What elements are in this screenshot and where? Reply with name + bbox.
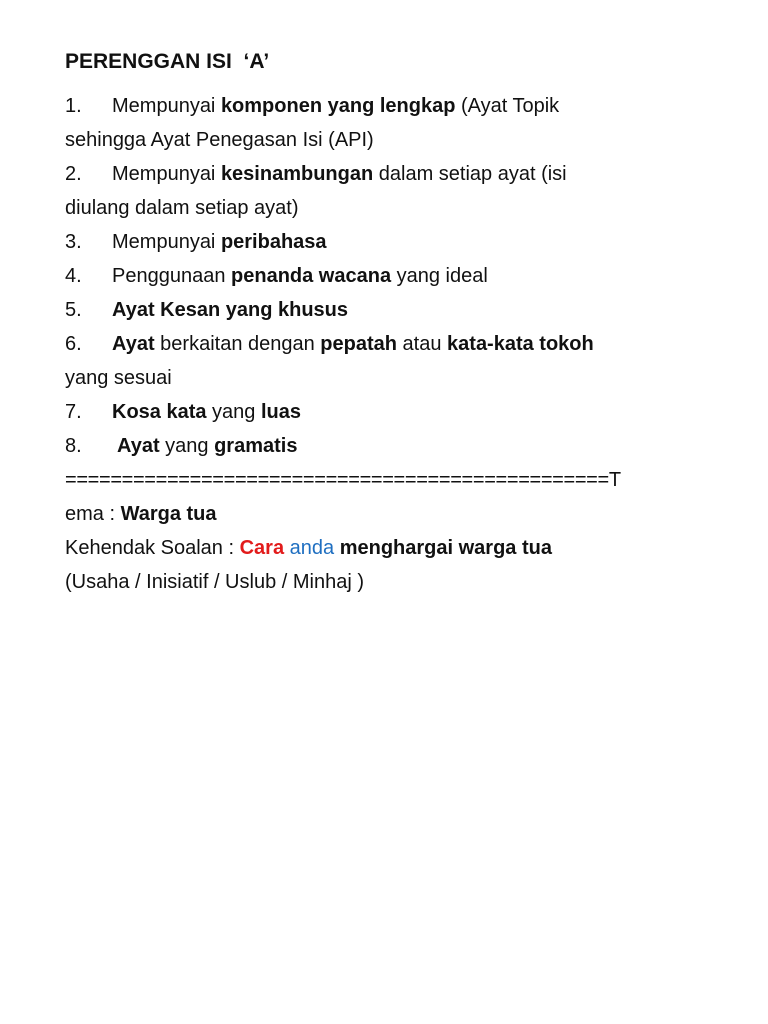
list-item [65, 395, 735, 429]
list-item-text: Mempunyai [112, 231, 221, 253]
list-item [65, 429, 735, 463]
list-item-number: 7. [65, 401, 82, 423]
list-item-continuation [65, 123, 735, 157]
page-title: PERENGGAN ISI ‘A’ [65, 50, 270, 73]
list-item-bold-text: kesinambungan [220, 163, 374, 185]
tema-line [65, 497, 735, 531]
list-item-number: 4. [65, 265, 82, 287]
list-item-bold-text: pepatah [320, 333, 397, 355]
tema-label: ema : [65, 503, 121, 525]
list-item [65, 293, 735, 327]
list-item-number: 6. [65, 333, 82, 355]
kehendak-label: Kehendak Soalan : [65, 537, 240, 559]
list-item-continuation [65, 361, 735, 395]
list-item-bold-text: luas [260, 401, 302, 423]
list-item-text: yang [159, 435, 215, 457]
list-item-number: 8. [65, 435, 82, 457]
list-item-text: atau [396, 333, 448, 355]
list-item-text: yang ideal [391, 265, 488, 287]
list-item-number: 5. [65, 299, 82, 321]
list-item-bold-text: Ayat [117, 435, 160, 457]
kehendak-cara: Cara [239, 537, 285, 559]
tema-value: Warga tua [120, 503, 217, 525]
list-item [65, 225, 735, 259]
document-page [65, 48, 735, 599]
list-item [65, 89, 735, 123]
list-item-number: 1. [65, 95, 82, 117]
list-item-text: Penggunaan [112, 265, 232, 287]
list-item-text: diulang dalam setiap ayat) [65, 197, 299, 219]
list-item-text: sehingga Ayat Penegasan Isi (API) [65, 129, 374, 151]
options-line: (Usaha / Inisiatif / Uslub / Minhaj ) [65, 571, 364, 593]
list-item-number: 3. [65, 231, 82, 253]
list-item-text: berkaitan dengan [154, 333, 321, 355]
list-item-bold-text: Ayat Kesan yang khusus [112, 299, 349, 321]
list-item [65, 157, 735, 191]
list-item-text: dalam setiap ayat (isi [373, 163, 567, 185]
list-item-text: yang sesuai [65, 367, 172, 389]
list-item-number: 2. [65, 163, 82, 185]
list-item [65, 327, 735, 361]
list-item-bold-text: kata-kata tokoh [447, 333, 594, 355]
list-item-bold-text: Kosa kata [112, 401, 207, 423]
list-item-text: yang [206, 401, 261, 423]
criteria-list [65, 89, 735, 463]
kehendak-soalan-line [65, 531, 735, 565]
list-item-bold-text: Ayat [112, 333, 155, 355]
list-item-text: Mempunyai [112, 163, 221, 185]
list-item-text: (Ayat Topik [455, 95, 560, 117]
separator-line: ================================================T [65, 469, 621, 491]
list-item-bold-text: peribahasa [220, 231, 327, 253]
list-item-bold-text: komponen yang lengkap [220, 95, 456, 117]
list-item-continuation [65, 191, 735, 225]
list-item-text: Mempunyai [112, 95, 221, 117]
list-item [65, 259, 735, 293]
kehendak-anda: anda [289, 537, 335, 559]
list-item-bold-text: gramatis [214, 435, 298, 457]
kehendak-rest: menghargai warga tua [334, 537, 552, 559]
list-item-bold-text: penanda wacana [231, 265, 392, 287]
